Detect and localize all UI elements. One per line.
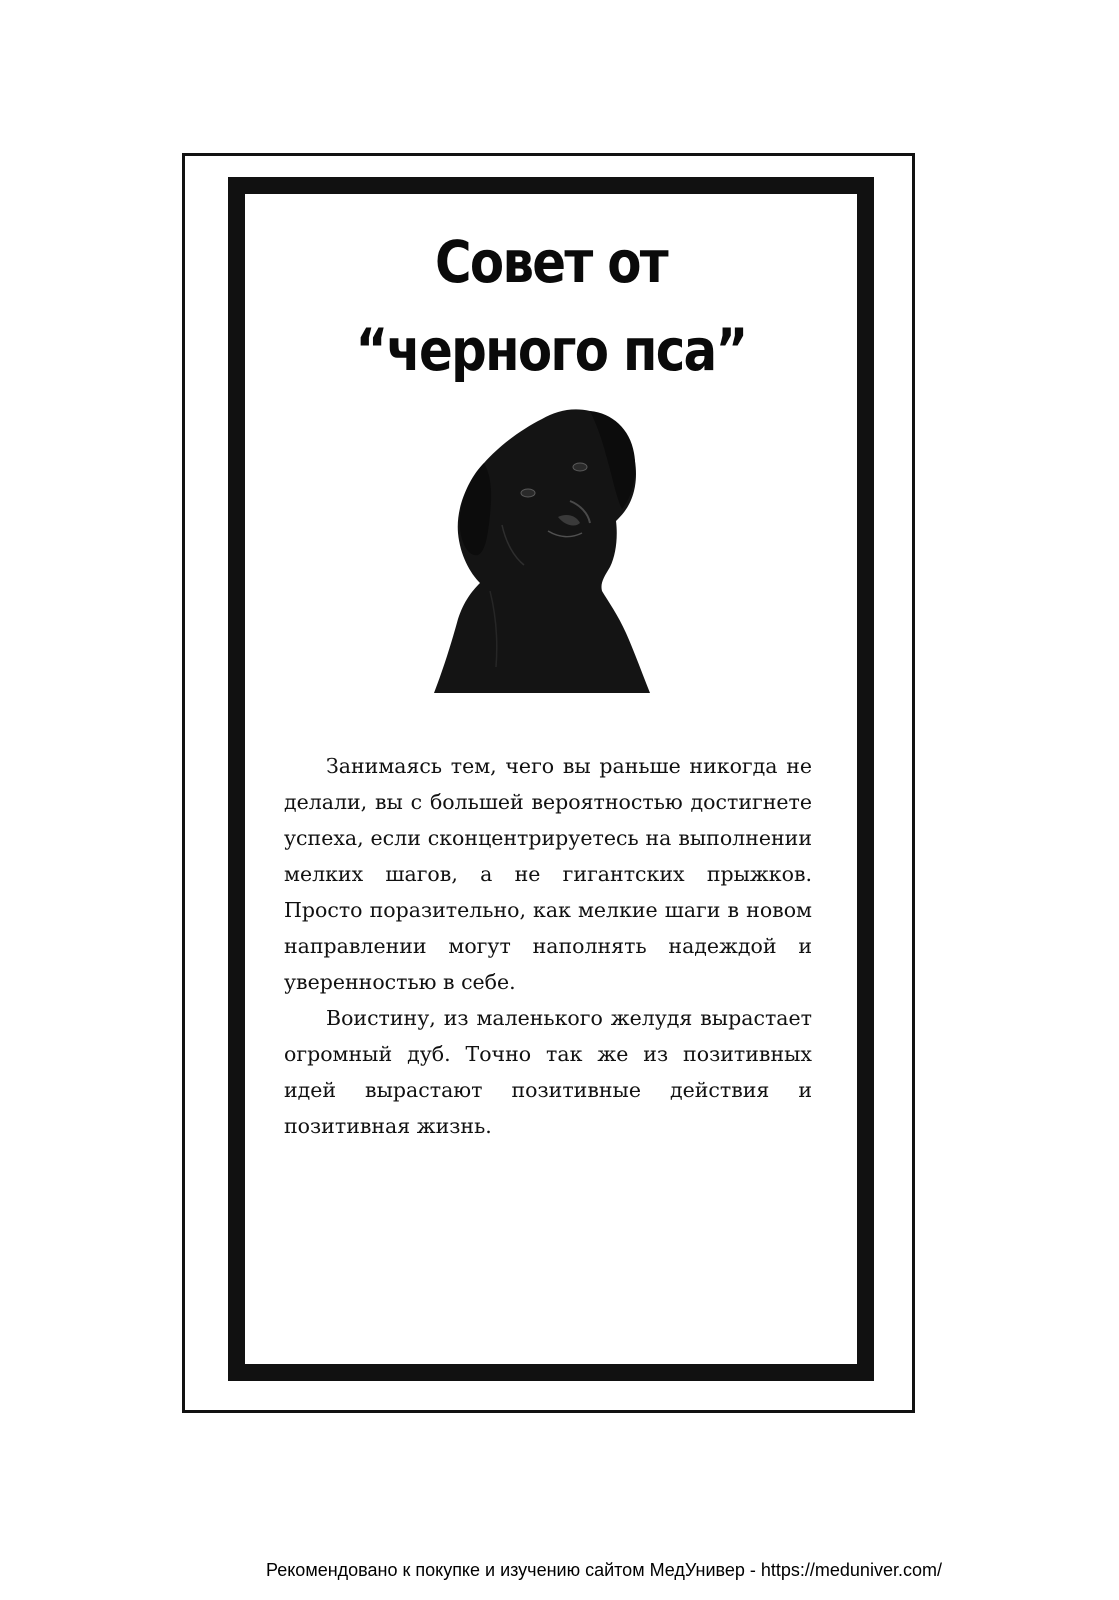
paragraph-2: Воистину, из маленького желудя вырастает огромный дуб. Точно так же из позитивных идей вырастают позитивные действия и позитивная жизнь. — [284, 1006, 812, 1138]
title-line-2: “черного пса” — [355, 316, 747, 384]
footer-note: Рекомендовано к покупке и изучению сайтом МедУнивер - https://meduniver.com/ — [266, 1560, 942, 1580]
page-title — [288, 218, 814, 394]
body-text — [284, 748, 812, 1144]
paragraph-1: Занимаясь тем, чего вы раньше никогда не делали, вы с большей вероятностью достигнете успеха, если сконцентрируетесь на выполнении мелких шагов, а не гигантских прыжков. Просто поразительно, как мелкие шаги в новом направлении могут наполнять надеждой и уверенностью в себе. — [284, 754, 812, 994]
title-line-1: Совет от — [435, 228, 667, 296]
black-dog-icon — [430, 405, 654, 695]
